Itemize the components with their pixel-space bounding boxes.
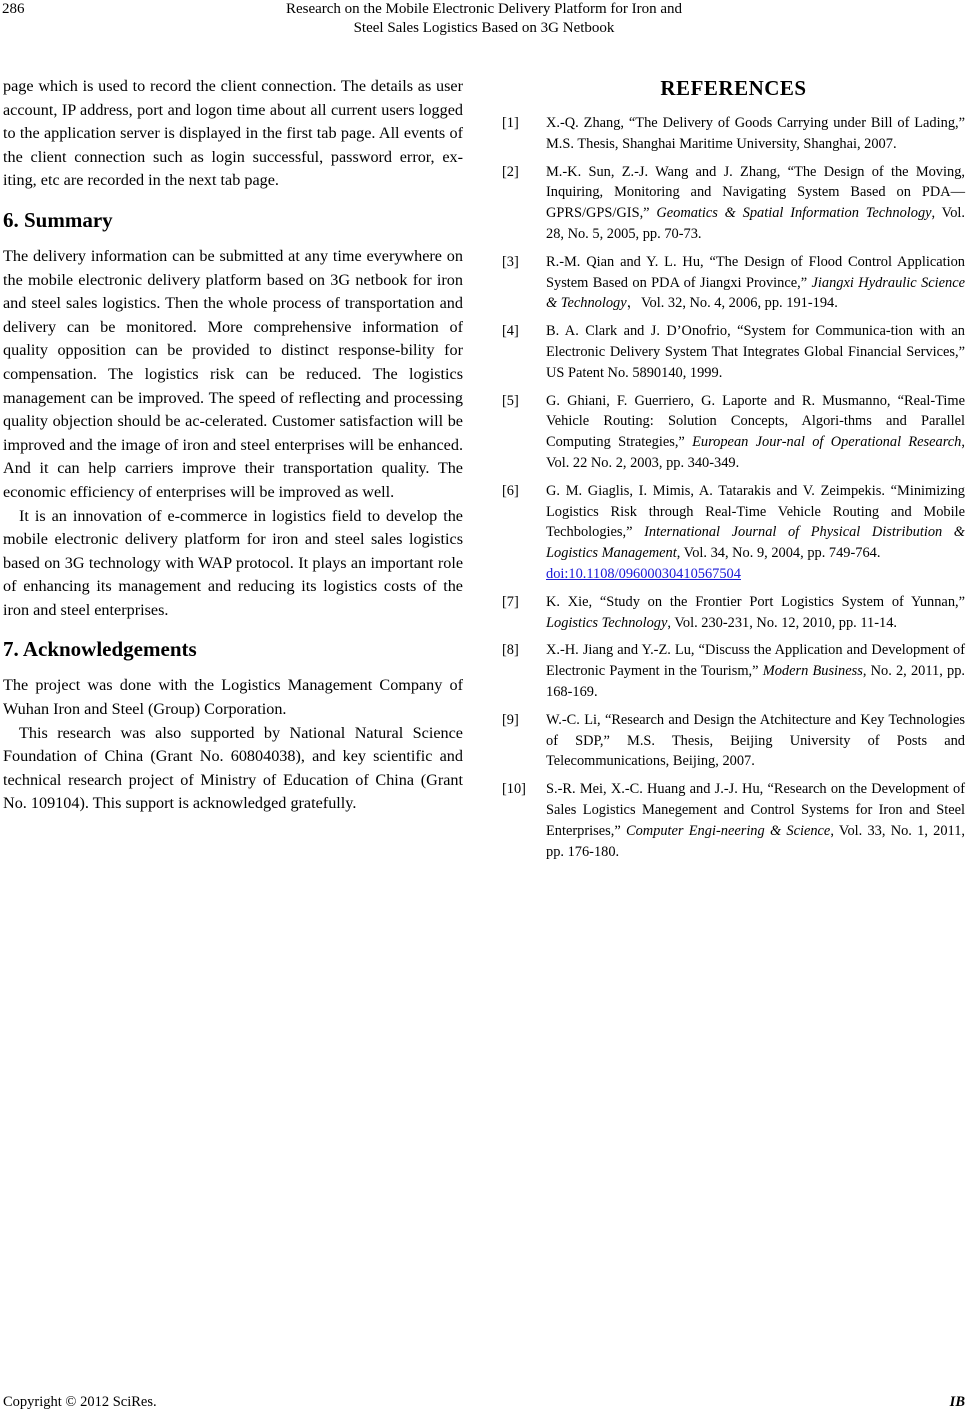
reference-journal: International Journal of Physical Distribution & Logistics Management xyxy=(546,524,965,562)
reference-item xyxy=(502,162,965,245)
reference-number: [1] xyxy=(502,115,519,131)
reference-journal: Logistics Technology xyxy=(546,614,668,631)
reference-number: [10] xyxy=(502,781,526,798)
reference-details: , Vol. 22 No. 2, 2003, pp. 340-349. xyxy=(546,434,965,471)
acknowledgements-paragraph-2: This research was also supported by National Natural Science Foundation of China (Grant No. 60804038), and key scientific and technical research project of Ministry of Education of China (Grant No. 109104). This support is acknowledged gratefully. xyxy=(3,723,463,813)
reference-journal: European Jour-nal of Operational Research xyxy=(692,434,962,451)
reference-number: [7] xyxy=(502,593,519,610)
summary-paragraph-1: The delivery information can be submitted at any time everywhere on the mobile electronic delivery platform based on 3G netbook for iron and steel sales logistics. Then the whole process of transportation and delivery can be monitored. More comprehensive information of quality opposition can be provided to distinct response-bility for compensation. The logistics risk can be reduced. The logistics management can be improved. The speed of reflecting and processing quality objection should be ac-celerated. Customer satisfaction will be improved and the image of iron and steel enterprises will be enhanced. And it can help carriers improve their transportation quality. The economic efficiency of enterprises will be improved as well. xyxy=(3,246,463,501)
reference-journal: Modern Business xyxy=(762,663,863,680)
left-column xyxy=(3,75,463,816)
reference-text: W.-C. Li, “Research and Design the Atchitecture and Key Technologies of SDP,” M.S. Thesis, Beijing University of Posts and Telecommunications, Beijing, 2007. xyxy=(546,711,965,770)
acknowledgements-heading: 7. Acknowledgements xyxy=(3,637,197,662)
reference-text: G. M. Giaglis, I. Mimis, A. Tatarakis and V. Zeimpekis. “Minimizing Logistics Risk through Real-Time Vehicle Routing and Mobile Techbologies,” xyxy=(546,482,965,541)
reference-text: M.-K. Sun, Z.-J. Wang and J. Zhang, “The Design of the Moving, Inquiring, Monitoring and Navigating System Based on PDA—GPRS/GPS/GIS,” xyxy=(546,163,965,222)
reference-number: [4] xyxy=(502,323,519,340)
reference-item xyxy=(502,779,965,862)
reference-text: X.-Q. Zhang, “The Delivery of Goods Carrying under Bill of Lading,” M.S. Thesis, Shanghai Maritime University, Shanghai, 2007. xyxy=(546,115,965,152)
page-number: 286 xyxy=(2,1,25,17)
reference-item xyxy=(502,391,965,474)
reference-details: , No. 2, 2011, pp. 168-169. xyxy=(546,663,965,700)
journal-abbreviation: IB xyxy=(949,1394,965,1410)
running-title xyxy=(0,0,968,38)
reference-text: R.-M. Qian and Y. L. Hu, “The Design of Flood Control Application System Based on PDA of Jiangxi Province,” xyxy=(546,253,965,291)
intro-paragraph: page which is used to record the client connection. The details as user account, IP address, port and logon time about all current users logged to the application server is displayed in the first tab page. All events of the client connection such as login successful, password error, ex-iting, etc are recorded in the next tab page. xyxy=(3,77,463,190)
reference-journal: Jiangxi Hydraulic Science & Technology xyxy=(546,274,966,312)
reference-number: [3] xyxy=(502,253,519,270)
reference-item xyxy=(502,592,965,634)
reference-text: X.-H. Jiang and Y.-Z. Lu, “Discuss the Application and Development of Electronic Payment in the Tourism,” xyxy=(546,642,965,680)
summary-paragraph-2: It is an innovation of e-commerce in logistics field to develop the mobile electronic delivery platform for iron and steel sales logistics based on 3G technology with WAP protocol. It plays an important role of enhancing its management and reducing its logistics costs of the iron and steel enterprises. xyxy=(3,506,463,619)
reference-details: , Vol. 34, No. 9, 2004, pp. 749-764. xyxy=(676,545,881,562)
references-heading: REFERENCES xyxy=(660,76,807,100)
running-title-line2: Steel Sales Logistics Based on 3G Netbook xyxy=(353,20,615,36)
reference-details: , Vol. 230-231, No. 12, 2010, pp. 11-14. xyxy=(667,614,897,631)
right-column xyxy=(502,73,965,869)
reference-item xyxy=(502,481,965,585)
reference-item xyxy=(502,640,965,702)
reference-number: [6] xyxy=(502,482,519,499)
reference-details: , Vol. 33, No. 1, 2011, pp. 176-180. xyxy=(546,822,966,860)
reference-text: G. Ghiani, F. Guerriero, G. Laporte and R. Musmanno, “Real-Time Vehicle Routing: Solution Concepts, Algori-thms and Parallel Computing Strategies,” xyxy=(546,392,965,451)
reference-journal: Computer Engi-neering & Science xyxy=(625,822,831,839)
reference-details: ，Vol. 32, No. 4, 2006, pp. 191-194. xyxy=(626,295,838,312)
copyright-notice: Copyright © 2012 SciRes. xyxy=(3,1394,157,1410)
reference-text: S.-R. Mei, X.-C. Huang and J.-J. Hu, “Research on the Development of Sales Logistics Manegement and Control Systems for Iron and Steel Enterprises,” xyxy=(546,781,965,839)
reference-number: [9] xyxy=(502,711,519,728)
reference-item xyxy=(502,710,965,772)
reference-number: [8] xyxy=(502,642,519,659)
reference-journal: Geomatics & Spatial Information Technology xyxy=(656,205,932,222)
reference-item xyxy=(502,113,965,155)
summary-heading: 6. Summary xyxy=(3,207,113,232)
reference-number: [5] xyxy=(502,392,519,409)
reference-text: B. A. Clark and J. D’Onofrio, “System for Communica-tion with an Electronic Delivery System That Integrates Global Financial Services,” US Patent No. 5890140, 1999. xyxy=(546,323,965,381)
reference-doi-link[interactable]: doi:10.1108/09600030410567504 xyxy=(546,565,741,582)
reference-number: [2] xyxy=(502,163,519,180)
reference-item xyxy=(502,252,965,314)
reference-item xyxy=(502,321,965,383)
running-title-line1: Research on the Mobile Electronic Delivery Platform for Iron and xyxy=(285,1,683,17)
reference-details: , Vol. 28, No. 5, 2005, pp. 70-73. xyxy=(546,205,965,242)
reference-text: K. Xie, “Study on the Frontier Port Logistics System of Yunnan,” xyxy=(546,593,965,610)
acknowledgements-paragraph-1: The project was done with the Logistics Management Company of Wuhan Iron and Steel (Group) Corporation. xyxy=(3,676,463,719)
